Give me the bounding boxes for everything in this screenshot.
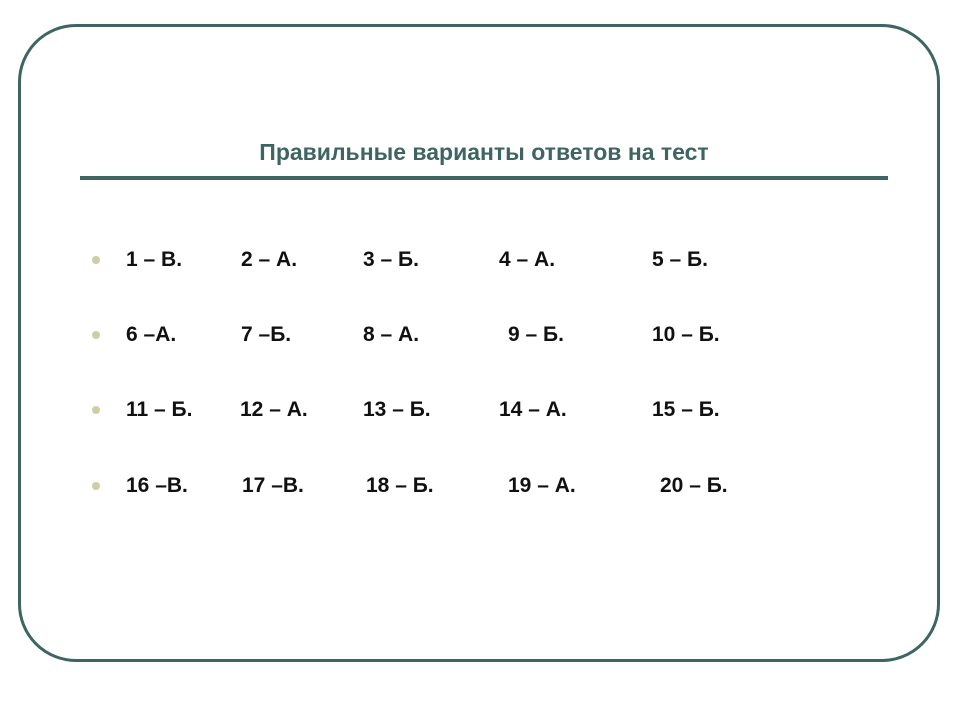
- answer-item: 18 – Б.: [366, 474, 434, 497]
- answer-item: 17 –В.: [242, 474, 304, 497]
- answer-row: [0, 473, 960, 505]
- answer-item: 14 – А.: [499, 398, 567, 421]
- answer-item: 16 –В.: [126, 474, 188, 497]
- answer-item: 5 – Б.: [652, 248, 708, 271]
- answer-item: 8 – А.: [363, 323, 420, 346]
- answer-item: 1 – В.: [126, 248, 183, 271]
- answer-item: 15 – Б.: [652, 398, 720, 421]
- answer-row: [0, 322, 960, 354]
- answer-row: [0, 397, 960, 429]
- answer-item: 19 – А.: [508, 474, 576, 497]
- slide-title: Правильные варианты ответов на тест: [259, 139, 709, 165]
- answer-item: 4 – А.: [499, 248, 556, 271]
- answer-item: 20 – Б.: [660, 474, 728, 497]
- bullet-icon: [92, 406, 100, 414]
- answer-item: 3 – Б.: [363, 248, 419, 271]
- bullet-icon: [92, 331, 100, 339]
- answer-item: 7 –Б.: [241, 323, 292, 346]
- answer-item: 12 – А.: [240, 398, 308, 421]
- answer-item: 13 – Б.: [363, 398, 431, 421]
- answer-item: 11 – Б.: [126, 398, 193, 421]
- answer-item: 10 – Б.: [652, 323, 720, 346]
- answer-item: 9 – Б.: [508, 323, 564, 346]
- bullet-icon: [92, 256, 100, 264]
- answer-item: 6 –А.: [126, 323, 177, 346]
- bullet-icon: [92, 482, 100, 490]
- answer-item: 2 – А.: [241, 248, 298, 271]
- answer-row: [0, 247, 960, 279]
